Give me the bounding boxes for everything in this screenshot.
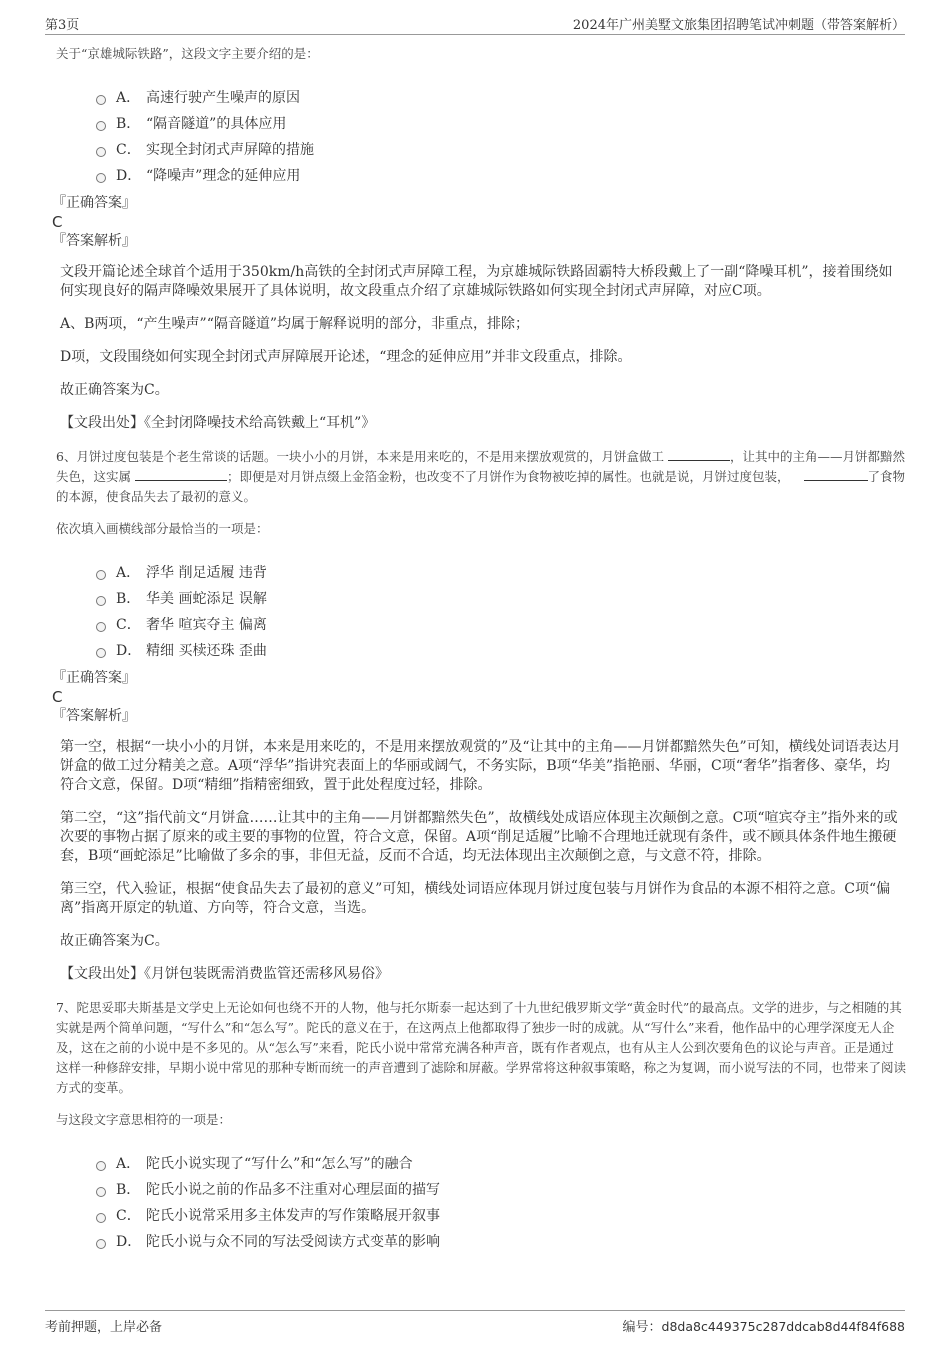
q5-source: 【文段出处】《全封闭降噪技术给高铁戴上“耳机”》 (60, 415, 376, 431)
q5-options (96, 84, 906, 188)
q6-source: 【文段出处】《月饼包装既需消费监管还需移风易俗》 (60, 966, 389, 982)
analysis-paragraph: 文段开篇论述全球首个适用于350km/h高铁的全封闭式声屏障工程，为京雄城际铁路固霸特大桥段戴上了一副“降噪耳机”，接着围绕如何实现良好的隔声降噪效果展开了具体说明，故文段重点介绍了京雄城际铁路如何实现全封闭式声屏障，对应C项。 (60, 264, 893, 299)
radio-icon[interactable] (96, 570, 106, 580)
option-text: “隔音隧道”的具体应用 (146, 116, 287, 132)
q7-option-a[interactable]: A． 陀氏小说实现了“写什么”和“怎么写”的融合 (96, 1150, 906, 1176)
radio-icon[interactable] (96, 596, 106, 606)
option-text: 精细 买椟还珠 歪曲 (146, 643, 267, 659)
option-text: 陀氏小说实现了“写什么”和“怎么写”的融合 (146, 1156, 413, 1172)
option-text: 陀氏小说常采用多主体发声的写作策略展开叙事 (146, 1208, 440, 1224)
page-footer (45, 1310, 905, 1335)
radio-icon[interactable] (96, 1187, 106, 1197)
q7-option-d[interactable]: D． 陀氏小说与众不同的写法受阅读方式变革的影响 (96, 1228, 906, 1254)
q6-option-a[interactable]: A． 浮华 削足适履 违背 (96, 559, 906, 585)
blank-3[interactable] (804, 468, 868, 481)
page-content (52, 44, 907, 1254)
q6-analysis (56, 738, 906, 984)
q7-option-b[interactable]: B． 陀氏小说之前的作品多不注重对心理层面的描写 (96, 1176, 906, 1202)
analysis-paragraph: 第二空，“这”指代前文“月饼盒……让其中的主角——月饼都黯然失色”，故横线处成语应体现主次颠倒之意。C项“喧宾夺主”指外来的或次要的事物占据了原来的或主要的事物的位置，符合文意，保留。A项“削足适履”比喻不合理地迁就现有条件，或不顾具体条件地生搬硬套，B项“画蛇添足”比喻做了多余的事，非但无益，反而不合适，均无法体现出主次颠倒之意，与文意不符，排除。 (60, 810, 898, 864)
q6-answer: C (52, 688, 63, 706)
q5-analysis (56, 263, 906, 433)
q7-prompt: 与这段文字意思相符的一项是： (56, 1112, 232, 1127)
q5-option-c[interactable]: C． 实现全封闭式声屏障的措施 (96, 136, 906, 162)
blank-2[interactable] (135, 468, 227, 481)
radio-icon[interactable] (96, 147, 106, 157)
radio-icon[interactable] (96, 1161, 106, 1171)
analysis-paragraph: 故正确答案为C。 (60, 933, 169, 949)
q5-analysis-label: 『答案解析』 (52, 233, 136, 249)
analysis-paragraph: 第三空，代入验证，根据“使食品失去了最初的意义”可知，横线处词语应体现月饼过度包装与月饼作为食品的本源不相符之意。C项“偏离”指离开原定的轨道、方向等，符合文意，当选。 (60, 881, 891, 916)
radio-icon[interactable] (96, 1213, 106, 1223)
radio-icon[interactable] (96, 95, 106, 105)
q5-option-d[interactable]: D． “降噪声”理念的延伸应用 (96, 162, 906, 188)
option-text: 奢华 喧宾夺主 偏离 (146, 617, 267, 633)
q6-analysis-label: 『答案解析』 (52, 708, 136, 724)
analysis-paragraph: A、B两项，“产生噪声”“隔音隧道”均属于解释说明的部分，非重点，排除； (60, 316, 530, 332)
q5-option-a[interactable]: A． 高速行驶产生噪声的原因 (96, 84, 906, 110)
q6-option-b[interactable]: B． 华美 画蛇添足 误解 (96, 585, 906, 611)
q6-answer-label: 『正确答案』 (52, 670, 136, 686)
analysis-paragraph: 第一空，根据“一块小小的月饼，本来是用来吃的，不是用来摆放观赏的”及“让其中的主角——月饼都黯然失色”可知，横线处词语表达月饼盒的做工过分精美之意。A项“浮华”指讲究表面上的华丽或阔气，不务实际，B项“华美”指艳丽、华丽，C项“奢华”指奢侈、豪华，均符合文意，保留。D项“精细”指精密细致，置于此处程度过轻，排除。 (60, 739, 901, 793)
page-header (45, 12, 905, 35)
blank-1[interactable] (668, 448, 730, 461)
footer-slogan: 考前押题，上岸必备 (45, 1320, 163, 1335)
page-number: 第3页 (45, 18, 80, 33)
option-text: “降噪声”理念的延伸应用 (146, 168, 301, 184)
radio-icon[interactable] (96, 1239, 106, 1249)
radio-icon[interactable] (96, 173, 106, 183)
option-text: 高速行驶产生噪声的原因 (146, 90, 300, 106)
q6-text: 6、月饼过度包装是个老生常谈的话题。一块小小的月饼，本来是用来吃的，不是用来摆放观赏的，月饼盒做工 ，让其中的主角——月饼都黯然失色，这实属 ；即便是对月饼点缀上金箔金粉，也改变不了月饼作为食物被吃掉的属性。也就是说，月饼过度包装， 了食物的本源，使食品失去了最初的意义。 (56, 449, 906, 504)
option-text: 陀氏小说与众不同的写法受阅读方式变革的影响 (146, 1234, 440, 1250)
q7-text: 7、陀思妥耶夫斯基是文学史上无论如何也绕不开的人物，他与托尔斯泰一起达到了十九世纪俄罗斯文学“黄金时代”的最高点。文学的进步，与之相随的其实就是两个简单问题，“写什么”和“怎么写”。陀氏的意义在于，在这两点上他都取得了独步一时的成就。从“写什么”来看，他作品中的心理学深度无人企及，这在之前的小说中是不多见的。从“怎么写”来看，陀氏小说中常常充满各种声音，既有作者观点，也有从主人公到次要角色的议论与声音。正是通过这样一种修辞安排，早期小说中常见的那种专断而统一的声音遭到了滤除和屏蔽。学界常将这种叙事策略，称之为复调，而小说写法的不同，也带来了阅读方式的变革。 (56, 1000, 907, 1095)
q6-options (96, 559, 906, 663)
q5-answer: C (52, 213, 63, 231)
q5-prompt: 关于“京雄城际铁路”，这段文字主要介绍的是： (56, 46, 319, 61)
radio-icon[interactable] (96, 622, 106, 632)
radio-icon[interactable] (96, 121, 106, 131)
q6-prompt: 依次填入画横线部分最恰当的一项是： (56, 521, 269, 536)
option-text: 华美 画蛇添足 误解 (146, 591, 267, 607)
q7-option-c[interactable]: C． 陀氏小说常采用多主体发声的写作策略展开叙事 (96, 1202, 906, 1228)
document-title: 2024年广州美墅文旅集团招聘笔试冲刺题（带答案解析） (572, 18, 905, 33)
analysis-paragraph: D项，文段围绕如何实现全封闭式声屏障展开论述，“理念的延伸应用”并非文段重点，排除。 (60, 349, 632, 365)
q6-option-c[interactable]: C． 奢华 喧宾夺主 偏离 (96, 611, 906, 637)
option-text: 陀氏小说之前的作品多不注重对心理层面的描写 (146, 1182, 440, 1198)
q5-answer-label: 『正确答案』 (52, 195, 136, 211)
radio-icon[interactable] (96, 648, 106, 658)
q7-options (96, 1150, 906, 1254)
option-text: 浮华 削足适履 违背 (146, 565, 267, 581)
q5-option-b[interactable]: B． “隔音隧道”的具体应用 (96, 110, 906, 136)
document-code: 编号：d8da8c449375c287ddcab8d44f84f688 (622, 1319, 905, 1335)
analysis-paragraph: 故正确答案为C。 (60, 382, 169, 398)
q6-option-d[interactable]: D． 精细 买椟还珠 歪曲 (96, 637, 906, 663)
option-text: 实现全封闭式声屏障的措施 (146, 142, 314, 158)
